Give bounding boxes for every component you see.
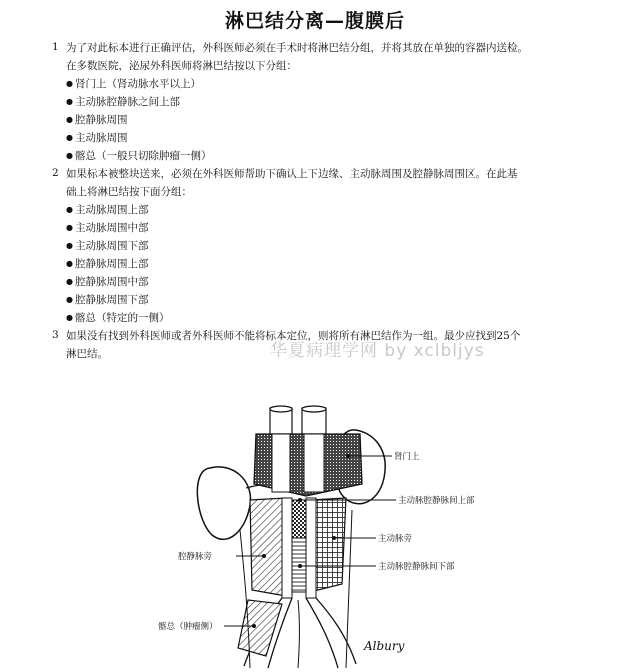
item-1-line-1: 为了对此标本进行正确评估，外科医师必须在手术时将淋巴结分组，并将其放在单独的容器内送检。 [66,42,528,54]
paracaval-zone [250,498,286,596]
bullet-item: ● 肾门上（肾动脉水平以上） [66,77,201,92]
item-2-line-1: 如果标本被整块送来，必须在外科医师帮助下确认上下边缘、主动脉周围及腔静脉周围区。在此基 [66,168,518,180]
item-1-line-2: 在多数医院，泌尿外科医师将淋巴结按以下分组： [66,60,297,72]
interaortocaval-upper-zone [290,500,308,538]
item-number-3: 3 [52,329,59,341]
bullet-item: ● 腔静脉周围下部 [66,293,148,308]
label-interaortocaval-lower: 主动脉腔静脉间下部 [378,562,455,572]
bullet-item: ● 腔静脉周围 [66,113,127,128]
common-iliac-zone [238,600,282,656]
page-title: 淋巴结分离—腹膜后 [224,10,405,32]
item-number-1: 1 [52,41,59,53]
bullet-item: ● 腔静脉周围上部 [66,257,148,272]
bullet-item: ● 髂总（一般只切除肿瘤一侧） [66,149,211,164]
bullet-item: ● 主动脉腔静脉之间上部 [66,95,180,110]
bullet-item: ● 主动脉周围下部 [66,239,148,254]
item-number-2: 2 [52,167,59,179]
bullet-item: ● 主动脉周围上部 [66,203,148,218]
item-3-line-2: 淋巴结。 [66,348,108,360]
bullet-item: ● 主动脉周围中部 [66,221,148,236]
bullet-item: ● 髂总（特定的一侧） [66,311,169,326]
label-interaortocaval-upper: 主动脉腔静脉间上部 [398,496,475,506]
watermark: 华夏病理学网 by xclbljys [270,341,485,361]
label-paracaval: 腔静脉旁 [178,552,213,562]
illustrator-signature: Albury [364,639,405,653]
item-2-line-2: 础上将淋巴结按下面分组： [66,186,192,198]
label-common-iliac: 髂总（肿瘤侧） [158,622,218,632]
label-paraaortic: 主动脉旁 [378,534,413,544]
left-kidney [197,467,250,540]
bullet-item: ● 腔静脉周围中部 [66,275,148,290]
label-suprahilar: 肾门上 [394,452,420,462]
item-3-line-1: 如果没有找到外科医师或者外科医师不能将标本定位，则将所有淋巴结作为一组。最少应找到25个 [66,330,521,342]
bullet-item: ● 主动脉周围 [66,131,127,146]
